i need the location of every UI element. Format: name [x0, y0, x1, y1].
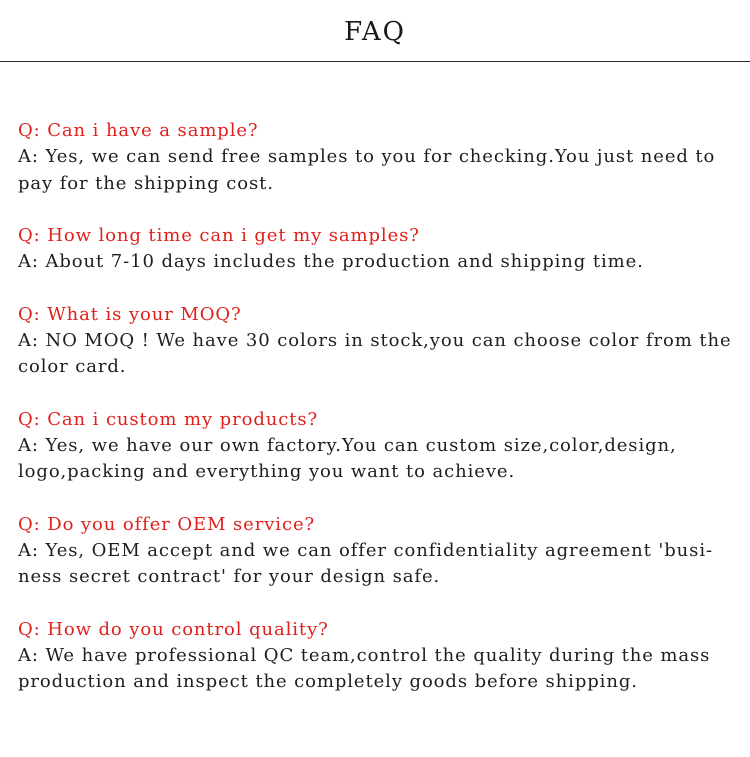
- faq-item-custom: [18, 407, 748, 486]
- faq-answer: A: Yes, we have our own factory.You can custom size,color,design, logo,packing and everything you want to achieve.: [18, 434, 677, 482]
- faq-question: Q: Can i custom my products?: [18, 408, 319, 430]
- faq-item-oem: [18, 512, 748, 591]
- page-title: FAQ: [344, 17, 406, 47]
- faq-question: Q: How long time can i get my samples?: [18, 225, 420, 246]
- faq-answer: A: We have professional QC team,control the quality during the mass production and inspect the completely goods before shipping.: [18, 644, 711, 692]
- header-divider: [0, 61, 750, 62]
- faq-item-sample-time: [18, 223, 748, 276]
- faq-answer: A: Yes, we can send free samples to you for checking.You just need to pay for the shipping cost.: [18, 146, 716, 194]
- faq-list: [18, 118, 748, 722]
- faq-question: Q: How do you control quality?: [18, 618, 329, 640]
- faq-item-sample: [18, 118, 748, 197]
- faq-answer: A: Yes, OEM accept and we can offer confidentiality agreement 'busi-ness secret contract' for your design safe.: [18, 539, 713, 587]
- faq-question: Q: Can i have a sample?: [18, 120, 259, 141]
- faq-answer: A: NO MOQ ! We have 30 colors in stock,you can choose color from the color card.: [18, 329, 732, 377]
- faq-item-moq: [18, 302, 748, 381]
- faq-answer: A: About 7-10 days includes the production and shipping time.: [18, 251, 644, 272]
- faq-item-quality: [18, 617, 748, 696]
- faq-question: Q: What is your MOQ?: [18, 303, 242, 325]
- faq-question: Q: Do you offer OEM service?: [18, 513, 316, 535]
- page-header: [0, 0, 750, 62]
